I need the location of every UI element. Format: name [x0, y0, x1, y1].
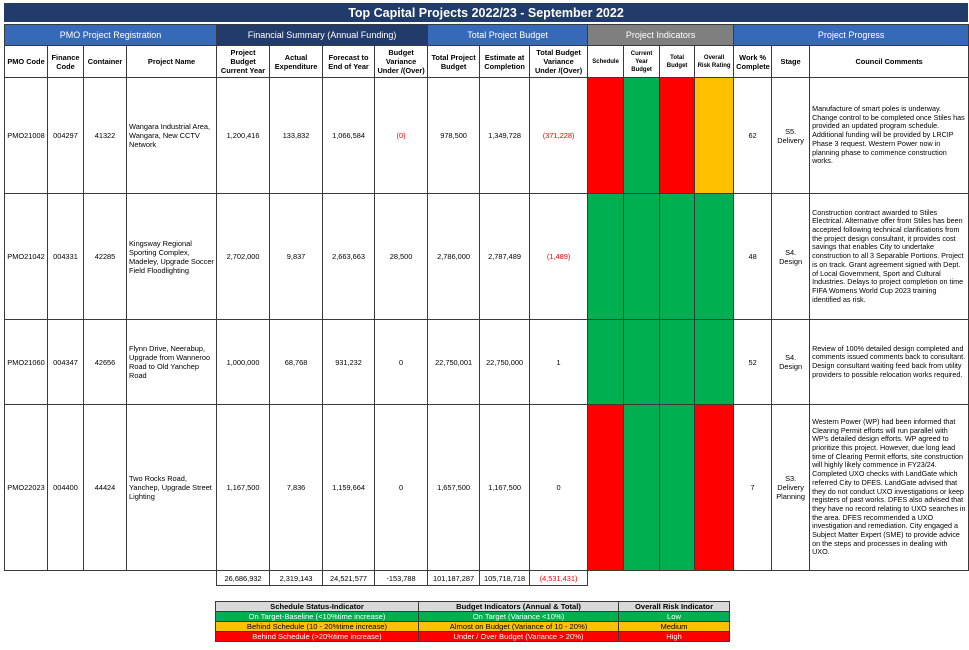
table-row: [5, 194, 969, 320]
col-estimate-at-completion: Estimate at Completion: [480, 46, 530, 78]
work-complete: 48: [734, 194, 772, 320]
current-year-budget-indicator: [624, 320, 660, 405]
legend-risk-amber: Medium: [619, 622, 730, 632]
forecast: 2,663,663: [323, 194, 375, 320]
total-variance: (371,228): [530, 78, 588, 194]
schedule-indicator: [588, 320, 624, 405]
actual-expenditure: 9,837: [270, 194, 323, 320]
legend-risk-red: High: [619, 632, 730, 642]
budget-variance: (0): [375, 78, 428, 194]
col-stage: Stage: [772, 46, 810, 78]
col-overall-risk: Overall Risk Rating: [695, 46, 734, 78]
pmo-code: PMO21008: [5, 78, 48, 194]
current-year-budget-indicator: [624, 194, 660, 320]
col-total-budget-variance: Total Budget Variance Under /(Over): [530, 46, 588, 78]
total-budget: 2,786,000: [428, 194, 480, 320]
col-forecast: Forecast to End of Year: [323, 46, 375, 78]
col-budget-current-year: Project Budget Current Year: [217, 46, 270, 78]
actual-expenditure: 68,768: [270, 320, 323, 405]
total-variance-annual: -153,788: [375, 571, 428, 586]
legend-budget-amber: Almost on Budget (Variance of 10 - 20%): [419, 622, 619, 632]
project-name: Two Rocks Road, Yanchep, Upgrade Street Lighting: [127, 405, 217, 571]
estimate: 1,167,500: [480, 405, 530, 571]
total-budget-indicator: [660, 78, 695, 194]
budget-variance: 0: [375, 405, 428, 571]
legend-schedule-header: Schedule Status-Indicator: [216, 602, 419, 612]
legend-green-row: [216, 612, 730, 622]
col-total-budget-indicator: Total Budget: [660, 46, 695, 78]
forecast: 1,066,584: [323, 78, 375, 194]
table-row: [5, 405, 969, 571]
project-name: Flynn Drive, Neerabup, Upgrade from Wanneroo Road to Old Yanchep Road: [127, 320, 217, 405]
estimate: 22,750,000: [480, 320, 530, 405]
table-row: [5, 78, 969, 194]
stage: S3. Delivery Planning: [772, 405, 810, 571]
col-budget-variance: Budget Variance Under /(Over): [375, 46, 428, 78]
schedule-indicator: [588, 78, 624, 194]
col-project-name: Project Name: [127, 46, 217, 78]
actual-expenditure: 7,836: [270, 405, 323, 571]
column-header-row: [5, 46, 969, 78]
legend-budget-header: Budget Indicators (Annual & Total): [419, 602, 619, 612]
project-name: Wangara Industrial Area, Wangara, New CCTV Network: [127, 78, 217, 194]
total-budget-indicator: [660, 194, 695, 320]
col-pmo-code: PMO Code: [5, 46, 48, 78]
col-container: Container: [84, 46, 127, 78]
total-budget-indicator: [660, 320, 695, 405]
total-budget-current: 26,686,932: [217, 571, 270, 586]
stage: S4. Design: [772, 320, 810, 405]
col-actual-expenditure: Actual Expenditure: [270, 46, 323, 78]
finance-code: 004297: [48, 78, 84, 194]
budget-variance: 0: [375, 320, 428, 405]
work-complete: 7: [734, 405, 772, 571]
forecast: 1,159,664: [323, 405, 375, 571]
group-financial-summary: Financial Summary (Annual Funding): [217, 25, 428, 46]
container: 41322: [84, 78, 127, 194]
budget-current: 1,167,500: [217, 405, 270, 571]
risk-indicator: [695, 194, 734, 320]
group-total-project-budget: Total Project Budget: [428, 25, 588, 46]
budget-current: 1,000,000: [217, 320, 270, 405]
budget-current: 1,200,416: [217, 78, 270, 194]
pmo-code: PMO21042: [5, 194, 48, 320]
total-forecast: 24,521,577: [323, 571, 375, 586]
col-council-comments: Council Comments: [810, 46, 969, 78]
container: 42656: [84, 320, 127, 405]
container: 42285: [84, 194, 127, 320]
pmo-code: PMO22023: [5, 405, 48, 571]
current-year-budget-indicator: [624, 78, 660, 194]
finance-code: 004331: [48, 194, 84, 320]
group-project-indicators: Project Indicators: [588, 25, 734, 46]
projects-table: [4, 24, 969, 586]
total-variance: 0: [530, 405, 588, 571]
forecast: 931,232: [323, 320, 375, 405]
stage: S4. Design: [772, 194, 810, 320]
legend-amber-row: [216, 622, 730, 632]
total-variance: 1: [530, 320, 588, 405]
project-name: Kingsway Regional Sporting Complex, Madeley, Upgrade Soccer Field Floodlighting: [127, 194, 217, 320]
totals-spacer: [5, 571, 217, 586]
work-complete: 52: [734, 320, 772, 405]
total-budget: 22,750,001: [428, 320, 480, 405]
group-header-row: [5, 25, 969, 46]
estimate: 1,349,728: [480, 78, 530, 194]
finance-code: 004347: [48, 320, 84, 405]
current-year-budget-indicator: [624, 405, 660, 571]
legend-budget-red: Under / Over Budget (Variance > 20%): [419, 632, 619, 642]
group-pmo-registration: PMO Project Registration: [5, 25, 217, 46]
totals-row: [5, 571, 969, 586]
council-comment: Review of 100% detailed design completed and comments issued comments back to consultant. Design consultant waiting feed back from utility providers to possible relocation works required.: [810, 320, 969, 405]
table-row: [5, 320, 969, 405]
pmo-code: PMO21060: [5, 320, 48, 405]
col-current-year-budget: Current Year Budget: [624, 46, 660, 78]
totals-spacer-right: [588, 571, 969, 586]
legend-red-row: [216, 632, 730, 642]
legend-risk-header: Overall Risk Indicator: [619, 602, 730, 612]
total-budget-indicator: [660, 405, 695, 571]
risk-indicator: [695, 405, 734, 571]
legend-budget-green: On Target (Variance <10%): [419, 612, 619, 622]
work-complete: 62: [734, 78, 772, 194]
council-comment: Western Power (WP) had been informed that Clearing Permit efforts will run parallel with WP's detailed design efforts. WP agreed to prioritize this project. However, due long lead time of Clearing Permit efforts, site construction will highly likely commence in FY23/24. Completed UXO checks with LandGate which referred City to DFES. LandGate advised that they do not conduct UXO investigations or keep registers of past works. DFES also advised that they have no record relating to UXO searches in the area. DFES recommended a UXO investigation and remediation. City engaged a Subject Matter Expert (SME) to provide advice on the steps and processes in dealing with UXO.: [810, 405, 969, 571]
col-total-project-budget: Total Project Budget: [428, 46, 480, 78]
legend-table: [215, 601, 730, 642]
total-variance: (1,489): [530, 194, 588, 320]
finance-code: 004400: [48, 405, 84, 571]
col-work-complete: Work % Complete: [734, 46, 772, 78]
total-budget: 1,657,500: [428, 405, 480, 571]
risk-indicator: [695, 78, 734, 194]
legend-risk-green: Low: [619, 612, 730, 622]
total-budget: 978,500: [428, 78, 480, 194]
risk-indicator: [695, 320, 734, 405]
total-estimate: 105,718,718: [480, 571, 530, 586]
actual-expenditure: 133,832: [270, 78, 323, 194]
container: 44424: [84, 405, 127, 571]
col-finance-code: Finance Code: [48, 46, 84, 78]
budget-current: 2,702,000: [217, 194, 270, 320]
estimate: 2,787,489: [480, 194, 530, 320]
total-variance-overall: (4,531,431): [530, 571, 588, 586]
stage: S5. Delivery: [772, 78, 810, 194]
group-project-progress: Project Progress: [734, 25, 969, 46]
legend-header-row: [216, 602, 730, 612]
col-schedule: Schedule: [588, 46, 624, 78]
council-comment: Construction contract awarded to Stiles Electrical. Alternative offer from Stiles has been accepted following technical clarifications from the project design consultant, it provides cost savings that enables City to undertake construction to all 3 Separable Portions. Project is on track. Grant agreement signed with Dept. of Local Government, Sport and Cultural Industries. Delays to project completion on time FIFA Womens World Cup 2023 training identified as risk.: [810, 194, 969, 320]
schedule-indicator: [588, 405, 624, 571]
legend-schedule-green: On Target-Baseline (<10%time increase): [216, 612, 419, 622]
schedule-indicator: [588, 194, 624, 320]
report-title: Top Capital Projects 2022/23 - September 2022: [4, 3, 968, 22]
total-project-budget: 101,187,287: [428, 571, 480, 586]
legend-schedule-red: Behind Schedule (>20%time increase): [216, 632, 419, 642]
budget-variance: 28,500: [375, 194, 428, 320]
legend-schedule-amber: Behind Schedule (10 - 20%time increase): [216, 622, 419, 632]
total-actual: 2,319,143: [270, 571, 323, 586]
council-comment: Manufacture of smart poles is underway. Change control to be completed once Stiles has provided an updated program schedule. Additional funding will be provided by LRCIP Phase 3 request. Western Power now in planning phase to commence construction works.: [810, 78, 969, 194]
